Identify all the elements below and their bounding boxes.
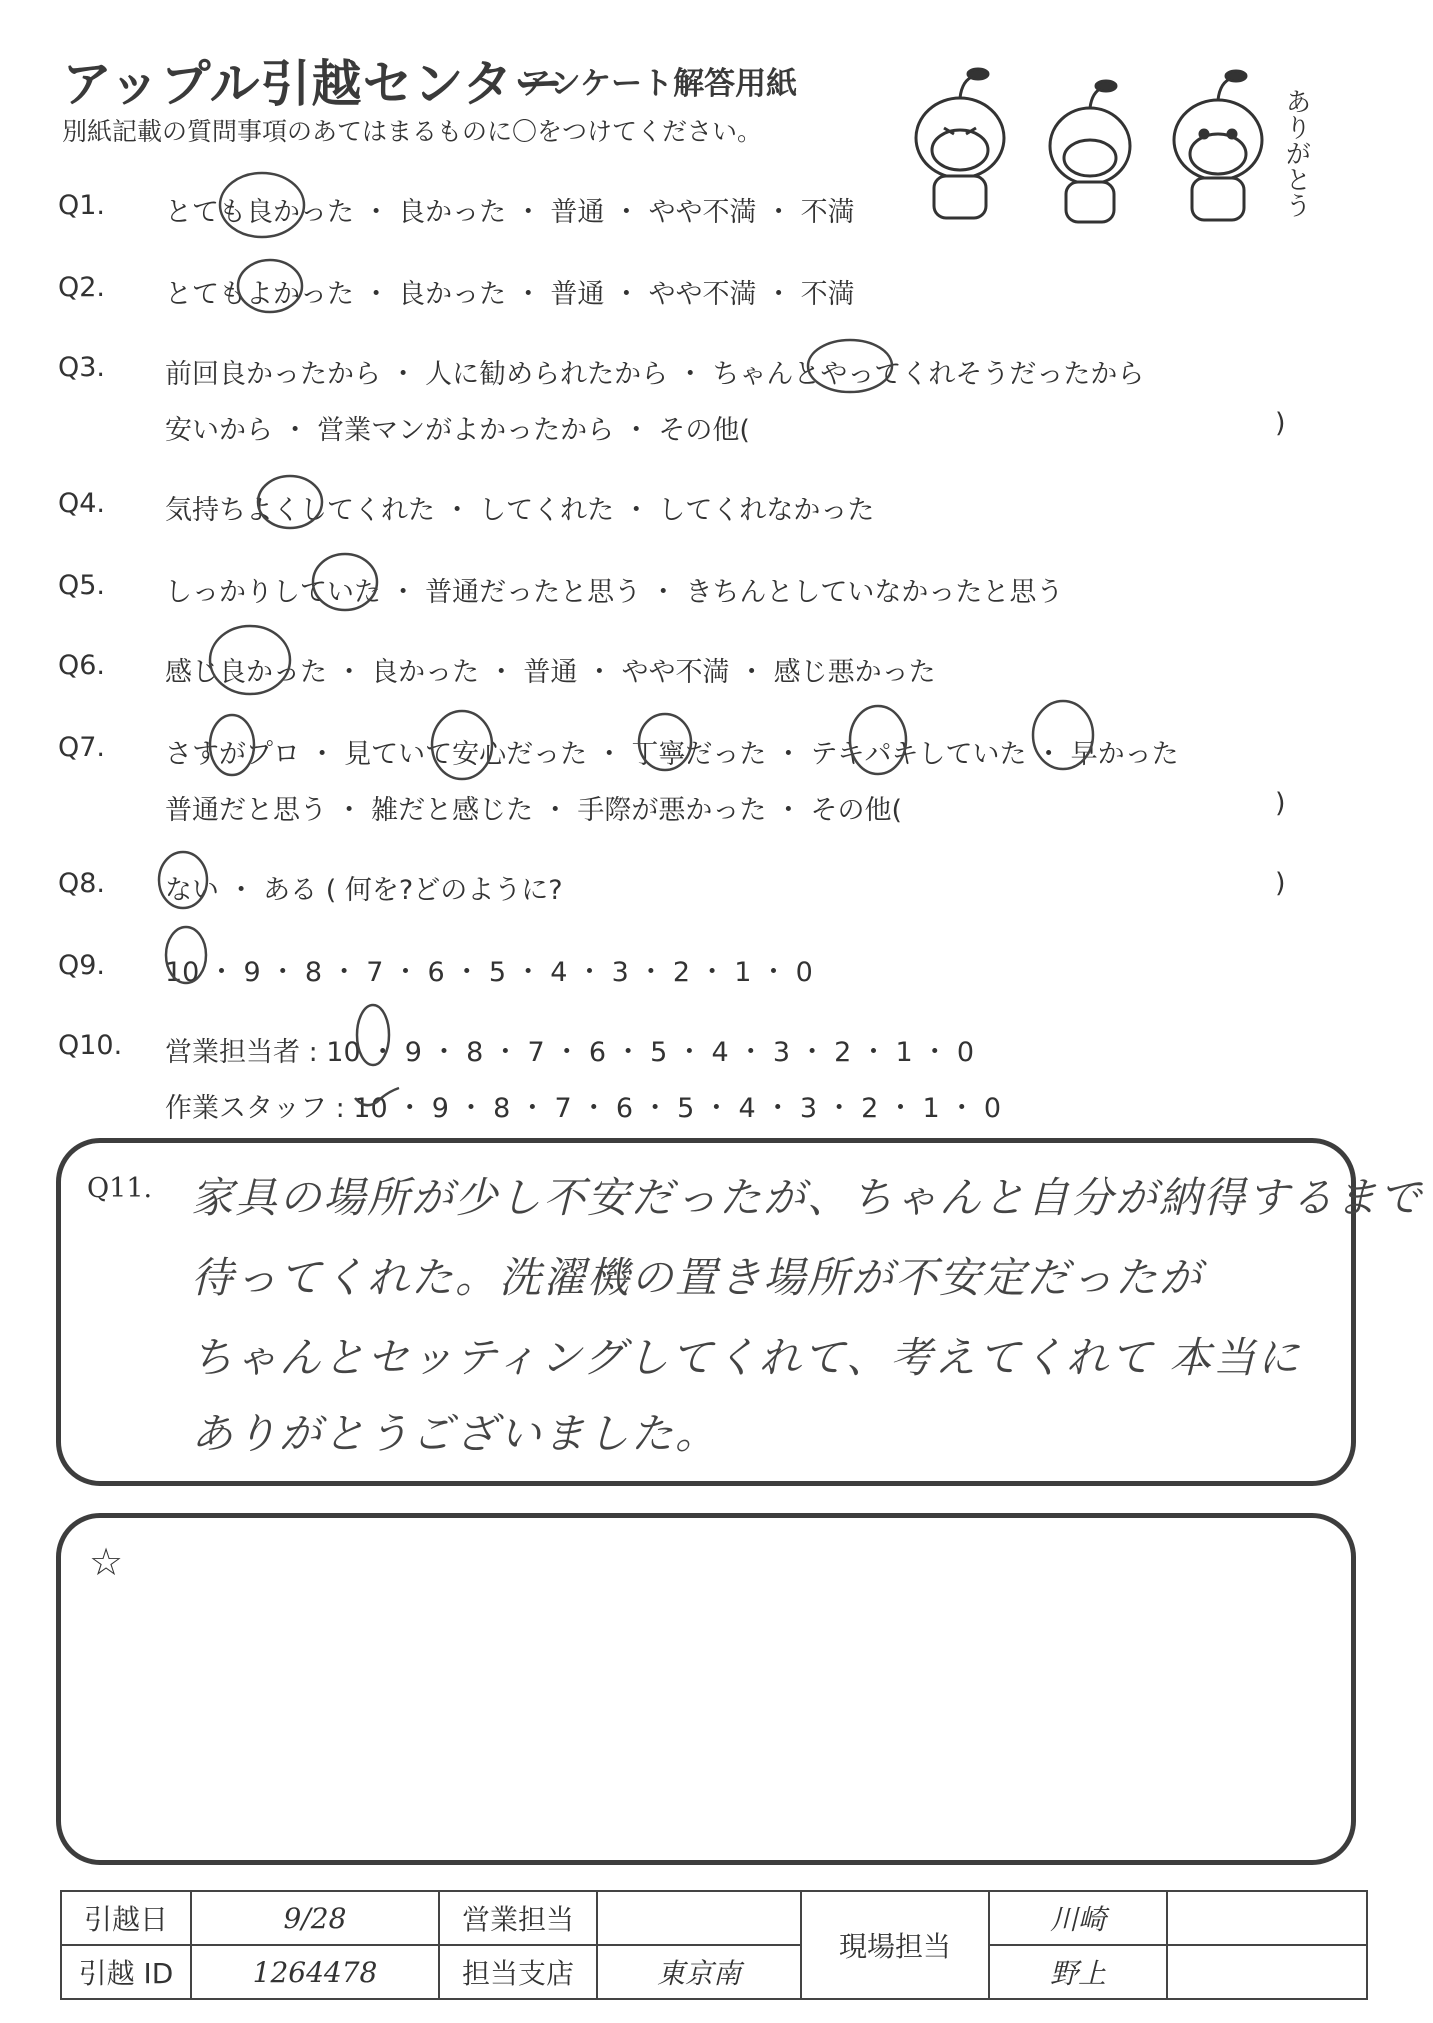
mascot-2 bbox=[1050, 81, 1130, 222]
star-icon: ☆ bbox=[89, 1540, 124, 1584]
q10-staff-options: 作業スタッフ : 10 ・ 9 ・ 8 ・ 7 ・ 6 ・ 5 ・ 4 ・ 3 ・ 2 ・ 1 ・ 0 bbox=[165, 1093, 1002, 1124]
q11-comment-box bbox=[56, 1138, 1424, 1486]
q2-label: Q2. bbox=[58, 272, 106, 303]
company-title: アップル引越センター bbox=[62, 55, 565, 113]
q5-label: Q5. bbox=[58, 570, 106, 601]
q8-close: ) bbox=[1275, 868, 1286, 899]
move-id-label: 引越 ID bbox=[61, 1945, 191, 1999]
sales-rep-value bbox=[597, 1891, 801, 1945]
q11-line-1: 家具の場所が少し不安だったが、ちゃんと自分が納得するまで bbox=[191, 1173, 1424, 1222]
branch-value: 東京南 bbox=[597, 1945, 801, 1999]
move-info-table bbox=[60, 1890, 1368, 2000]
form-subtitle: アンケート解答用紙 bbox=[520, 66, 798, 102]
q7-close: ) bbox=[1275, 788, 1286, 819]
notes-box bbox=[56, 1513, 1356, 1865]
site-staff-value-1: 川崎 bbox=[989, 1891, 1167, 1945]
mascot-illustration bbox=[900, 58, 1340, 238]
q6-options: 感じ良かった ・ 良かった ・ 普通 ・ やや不満 ・ 感じ悪かった bbox=[165, 657, 936, 688]
q3-options-2: 安いから ・ 営業マンがよかったから ・ その他( bbox=[165, 415, 750, 446]
q1-label: Q1. bbox=[58, 190, 106, 221]
move-date-value: 9/28 bbox=[191, 1891, 439, 1945]
q10-label: Q10. bbox=[58, 1030, 123, 1061]
mascot-1 bbox=[916, 69, 1004, 218]
q3-label: Q3. bbox=[58, 352, 106, 383]
q11-line-3: ちゃんとセッティングしてくれて、考えてくれて 本当に bbox=[191, 1333, 1302, 1382]
q8-options: ない ・ ある ( 何を?どのように? bbox=[165, 875, 563, 906]
q7-options: さすがプロ ・ 見ていて安心だった ・ 丁寧だった ・ テキパキしていた ・ 早かった bbox=[165, 739, 1179, 770]
q4-label: Q4. bbox=[58, 488, 106, 519]
mascot-3 bbox=[1174, 71, 1262, 220]
q3-options: 前回良かったから ・ 人に勧められたから ・ ちゃんとやってくれそうだったから bbox=[165, 359, 1145, 390]
instruction-text: 別紙記載の質問事項のあてはまるものに〇をつけてください。 bbox=[62, 117, 763, 146]
mascot-caption: ありがとう bbox=[1281, 88, 1311, 218]
site-staff-extra-1 bbox=[1167, 1891, 1367, 1945]
q2-options: とてもよかった ・ 良かった ・ 普通 ・ やや不満 ・ 不満 bbox=[165, 279, 855, 310]
q9-label: Q9. bbox=[58, 950, 106, 981]
q11-line-4: ありがとうございました。 bbox=[191, 1409, 720, 1458]
q3-close: ) bbox=[1275, 408, 1286, 439]
q11-line-2: 待ってくれた。洗濯機の置き場所が不安定だったが bbox=[191, 1253, 1204, 1302]
branch-label: 担当支店 bbox=[439, 1945, 597, 1999]
q7-options-2: 普通だと思う ・ 雑だと感じた ・ 手際が悪かった ・ その他( bbox=[165, 795, 903, 826]
site-staff-label: 現場担当 bbox=[801, 1891, 989, 1999]
q5-options: しっかりしていた ・ 普通だったと思う ・ きちんとしていなかったと思う bbox=[165, 577, 1064, 608]
q11-label: Q11. bbox=[87, 1173, 153, 1204]
q9-options: 10 ・ 9 ・ 8 ・ 7 ・ 6 ・ 5 ・ 4 ・ 3 ・ 2 ・ 1 ・ 0 bbox=[165, 957, 813, 988]
move-id-value: 1264478 bbox=[191, 1945, 439, 1999]
move-date-label: 引越日 bbox=[61, 1891, 191, 1945]
q10-sales-options: 営業担当者 : 10 ・ 9 ・ 8 ・ 7 ・ 6 ・ 5 ・ 4 ・ 3 ・ 2 ・ 1 ・ 0 bbox=[165, 1037, 975, 1068]
sales-rep-label: 営業担当 bbox=[439, 1891, 597, 1945]
q8-label: Q8. bbox=[58, 868, 106, 899]
site-staff-extra-2 bbox=[1167, 1945, 1367, 1999]
q7-label: Q7. bbox=[58, 732, 106, 763]
q4-options: 気持ちよくしてくれた ・ してくれた ・ してくれなかった bbox=[165, 495, 875, 526]
q6-label: Q6. bbox=[58, 650, 106, 681]
site-staff-value-2: 野上 bbox=[989, 1945, 1167, 1999]
q1-options: とても良かった ・ 良かった ・ 普通 ・ やや不満 ・ 不満 bbox=[165, 197, 855, 228]
